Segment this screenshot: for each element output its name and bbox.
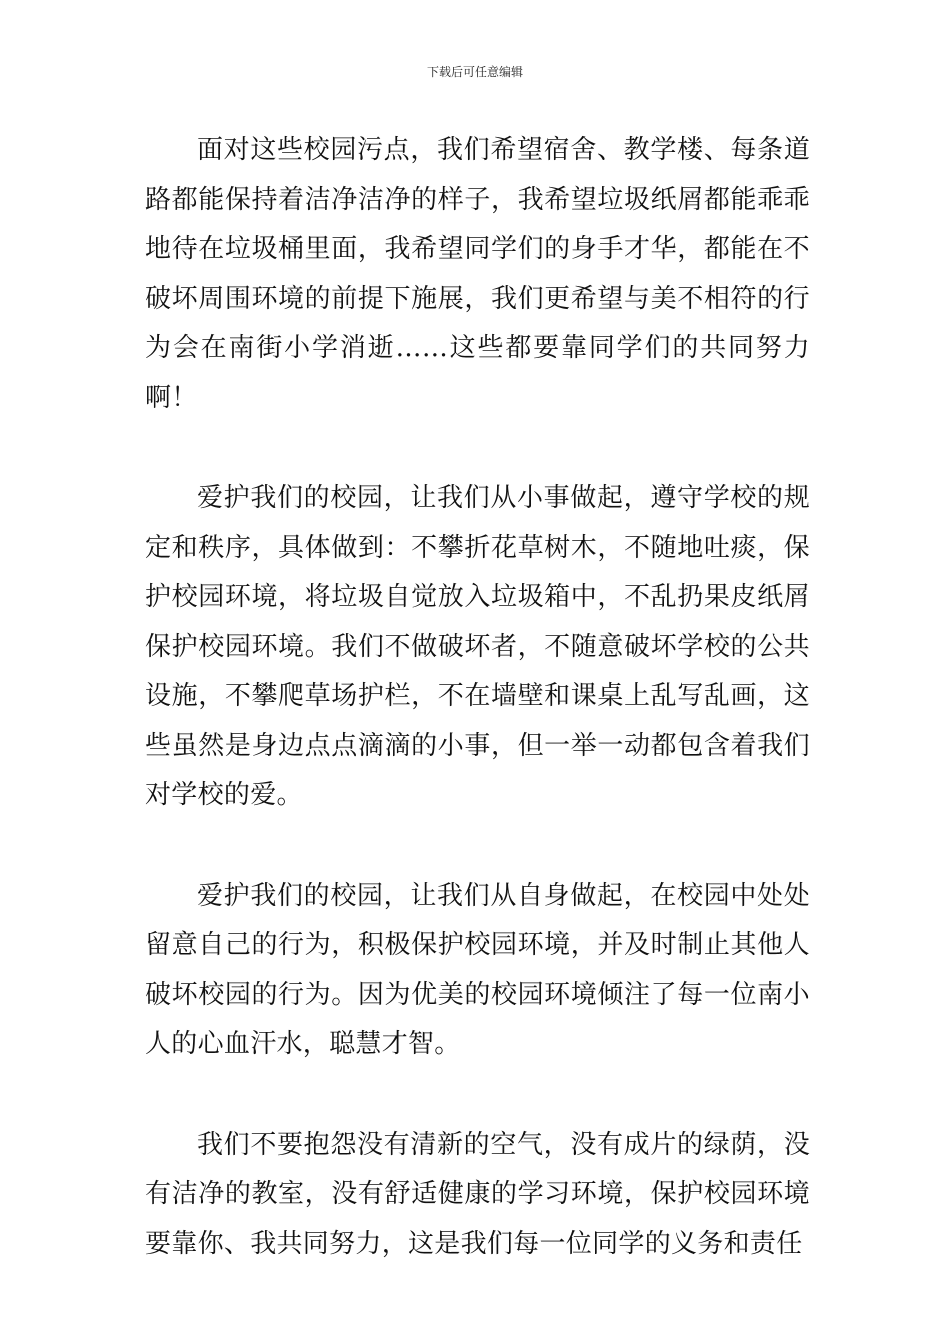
paragraph-1: 面对这些校园污点，我们希望宿舍、教学楼、每条道路都能保持着洁净洁净的样子，我希望垃圾纸屑都能乖乖地待在垃圾桶里面，我希望同学们的身手才华，都能在不破坏周围环境的前提下施展，我们更希望与美不相符的行为会在南街小学消逝……这些都要靠同学们的共同努力啊！	[145, 135, 810, 413]
paragraph-spacer	[145, 821, 810, 872]
paragraph-spacer	[145, 1070, 810, 1121]
document-body	[145, 126, 810, 1269]
paragraph-2: 爱护我们的校园，让我们从小事做起，遵守学校的规定和秩序，具体做到：不攀折花草树木，不随地吐痰，保护校园环境，将垃圾自觉放入垃圾箱中，不乱扔果皮纸屑保护校园环境。我们不做破坏者，不随意破坏学校的公共设施，不攀爬草场护栏，不在墙壁和课桌上乱写乱画，这些虽然是身边点点滴滴的小事，但一举一动都包含着我们对学校的爱。	[145, 483, 810, 810]
paragraph-spacer	[145, 423, 810, 474]
paragraph-4: 我们不要抱怨没有清新的空气，没有成片的绿荫，没有洁净的教室，没有舒适健康的学习环境，保护校园环境要靠你、我共同努力，这是我们每一位同学的义务和责任	[145, 1129, 810, 1259]
paragraph-3: 爱护我们的校园，让我们从自身做起，在校园中处处留意自己的行为，积极保护校园环境，并及时制止其他人破坏校园的行为。因为优美的校园环境倾注了每一位南小人的心血汗水，聪慧才智。	[145, 880, 810, 1059]
page-header: 下载后可任意编辑	[426, 65, 523, 79]
